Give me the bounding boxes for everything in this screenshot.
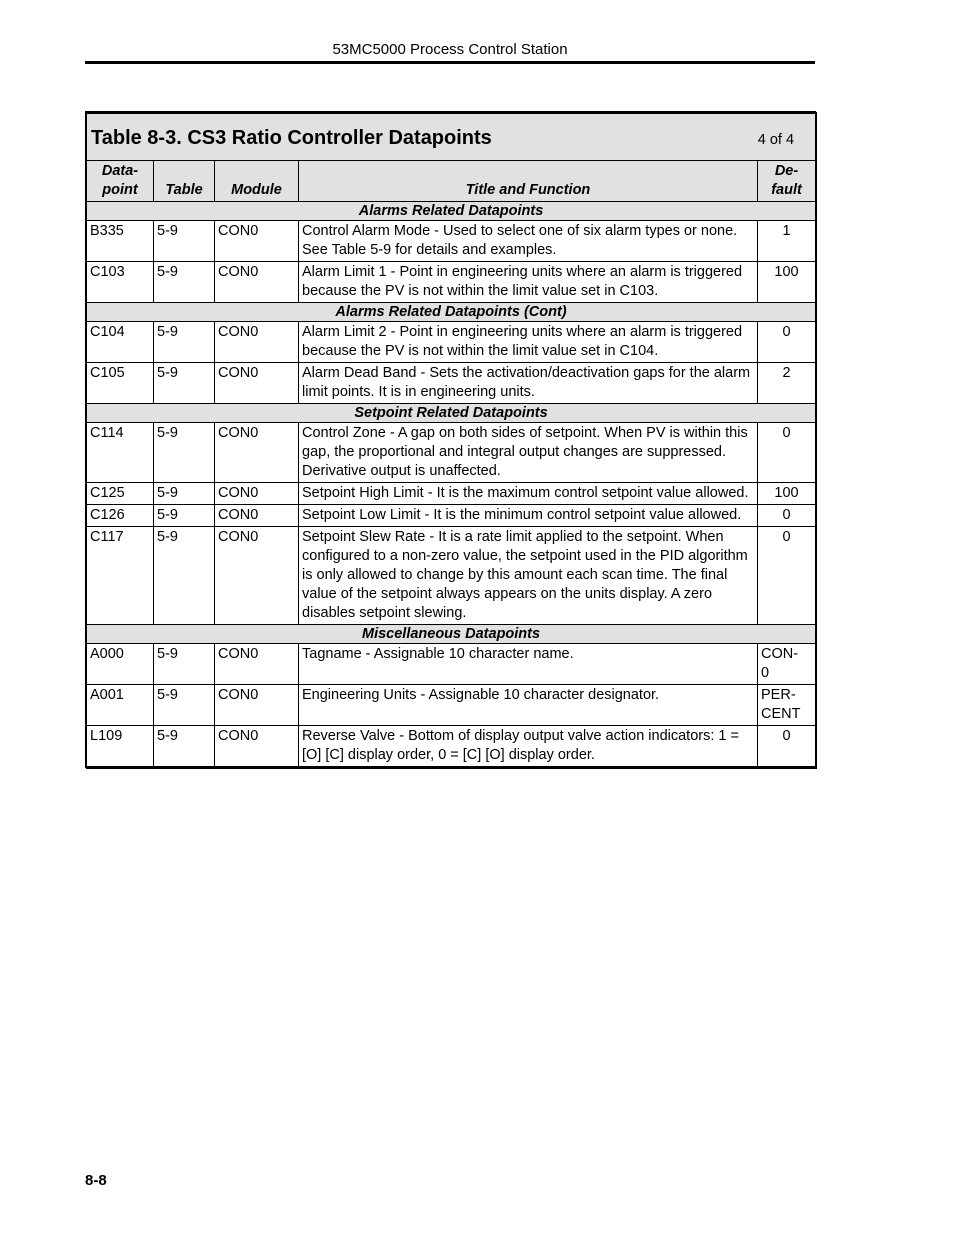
col-header-default: De- fault bbox=[758, 161, 816, 202]
section-heading: Alarms Related Datapoints bbox=[87, 202, 816, 221]
column-header-row bbox=[87, 161, 816, 202]
cell-module: CON0 bbox=[215, 527, 299, 625]
cell-title-function: Control Alarm Mode - Used to select one of six alarm types or none. See Table 5-9 for details and examples. bbox=[299, 221, 758, 262]
table-title: Table 8-3. CS3 Ratio Controller Datapoints bbox=[91, 126, 492, 149]
cell-title-function: Alarm Limit 1 - Point in engineering units where an alarm is triggered because the PV is not within the limit value set in C103. bbox=[299, 262, 758, 303]
page-number: 8-8 bbox=[85, 1172, 107, 1189]
cell-table: 5-9 bbox=[154, 363, 215, 404]
table-row bbox=[87, 527, 816, 625]
section-heading-row bbox=[87, 202, 816, 221]
table-row bbox=[87, 726, 816, 767]
cell-title-function: Alarm Limit 2 - Point in engineering units where an alarm is triggered because the PV is not within the limit value set in C104. bbox=[299, 322, 758, 363]
col-header-title-function: Title and Function bbox=[299, 161, 758, 202]
cell-default: 0 bbox=[758, 527, 816, 625]
cell-table: 5-9 bbox=[154, 423, 215, 483]
cell-module: CON0 bbox=[215, 505, 299, 527]
cell-module: CON0 bbox=[215, 726, 299, 767]
table-page-indicator: 4 of 4 bbox=[757, 131, 795, 148]
cell-datapoint: C126 bbox=[87, 505, 154, 527]
cell-table: 5-9 bbox=[154, 221, 215, 262]
cell-title-function: Tagname - Assignable 10 character name. bbox=[299, 644, 758, 685]
cell-module: CON0 bbox=[215, 322, 299, 363]
cell-datapoint: C104 bbox=[87, 322, 154, 363]
section-heading-row bbox=[87, 303, 816, 322]
cell-table: 5-9 bbox=[154, 262, 215, 303]
col-header-datapoint: Data- point bbox=[87, 161, 154, 202]
datapoints-table-frame bbox=[85, 111, 816, 768]
cell-title-function: Setpoint Slew Rate - It is a rate limit applied to the setpoint. When configured to a non-zero value, the setpoint used in the PID algorithm is only allowed to change by this amount each scan time. The final value of the setpoint always appears on the units display. A zero disables setpoint slewing. bbox=[299, 527, 758, 625]
cell-datapoint: C105 bbox=[87, 363, 154, 404]
table-body bbox=[87, 202, 816, 767]
col-header-table: Table bbox=[154, 161, 215, 202]
cell-module: CON0 bbox=[215, 363, 299, 404]
cell-datapoint: A000 bbox=[87, 644, 154, 685]
cell-table: 5-9 bbox=[154, 505, 215, 527]
section-heading-row bbox=[87, 404, 816, 423]
cell-default: 100 bbox=[758, 262, 816, 303]
cell-table: 5-9 bbox=[154, 726, 215, 767]
cell-module: CON0 bbox=[215, 423, 299, 483]
table-title-row bbox=[87, 113, 816, 161]
cell-default: 0 bbox=[758, 505, 816, 527]
cell-datapoint: C117 bbox=[87, 527, 154, 625]
cell-datapoint: C125 bbox=[87, 483, 154, 505]
cell-table: 5-9 bbox=[154, 322, 215, 363]
cell-default: 0 bbox=[758, 423, 816, 483]
table-row bbox=[87, 363, 816, 404]
cell-default: 0 bbox=[758, 322, 816, 363]
cell-module: CON0 bbox=[215, 221, 299, 262]
header-rule bbox=[85, 61, 815, 64]
cell-datapoint: A001 bbox=[87, 685, 154, 726]
section-heading-row bbox=[87, 625, 816, 644]
cell-title-function: Alarm Dead Band - Sets the activation/deactivation gaps for the alarm limit points. It is in engineering units. bbox=[299, 363, 758, 404]
cell-default: 1 bbox=[758, 221, 816, 262]
cell-default: 0 bbox=[758, 726, 816, 767]
table-row bbox=[87, 423, 816, 483]
table-row bbox=[87, 262, 816, 303]
cell-module: CON0 bbox=[215, 262, 299, 303]
table-row bbox=[87, 505, 816, 527]
cell-datapoint: L109 bbox=[87, 726, 154, 767]
cell-datapoint: C103 bbox=[87, 262, 154, 303]
cell-title-function: Engineering Units - Assignable 10 character designator. bbox=[299, 685, 758, 726]
cell-title-function: Reverse Valve - Bottom of display output valve action indicators: 1 = [O] [C] display order, 0 = [C] [O] display order. bbox=[299, 726, 758, 767]
datapoints-table bbox=[86, 112, 816, 767]
running-header: 53MC5000 Process Control Station bbox=[332, 41, 568, 58]
cell-title-function: Setpoint Low Limit - It is the minimum control setpoint value allowed. bbox=[299, 505, 758, 527]
cell-default: PER- CENT bbox=[758, 685, 816, 726]
section-heading: Setpoint Related Datapoints bbox=[87, 404, 816, 423]
cell-table: 5-9 bbox=[154, 685, 215, 726]
section-heading: Alarms Related Datapoints (Cont) bbox=[87, 303, 816, 322]
section-heading: Miscellaneous Datapoints bbox=[87, 625, 816, 644]
table-row bbox=[87, 322, 816, 363]
cell-default: 2 bbox=[758, 363, 816, 404]
cell-title-function: Setpoint High Limit - It is the maximum control setpoint value allowed. bbox=[299, 483, 758, 505]
cell-datapoint: B335 bbox=[87, 221, 154, 262]
table-row bbox=[87, 483, 816, 505]
cell-default: 100 bbox=[758, 483, 816, 505]
table-row bbox=[87, 221, 816, 262]
cell-title-function: Control Zone - A gap on both sides of setpoint. When PV is within this gap, the proportional and integral output changes are suppressed. Derivative output is unaffected. bbox=[299, 423, 758, 483]
cell-table: 5-9 bbox=[154, 527, 215, 625]
cell-table: 5-9 bbox=[154, 483, 215, 505]
table-row bbox=[87, 685, 816, 726]
cell-module: CON0 bbox=[215, 483, 299, 505]
cell-datapoint: C114 bbox=[87, 423, 154, 483]
cell-default: CON- 0 bbox=[758, 644, 816, 685]
cell-module: CON0 bbox=[215, 644, 299, 685]
cell-module: CON0 bbox=[215, 685, 299, 726]
table-row bbox=[87, 644, 816, 685]
col-header-module: Module bbox=[215, 161, 299, 202]
cell-table: 5-9 bbox=[154, 644, 215, 685]
